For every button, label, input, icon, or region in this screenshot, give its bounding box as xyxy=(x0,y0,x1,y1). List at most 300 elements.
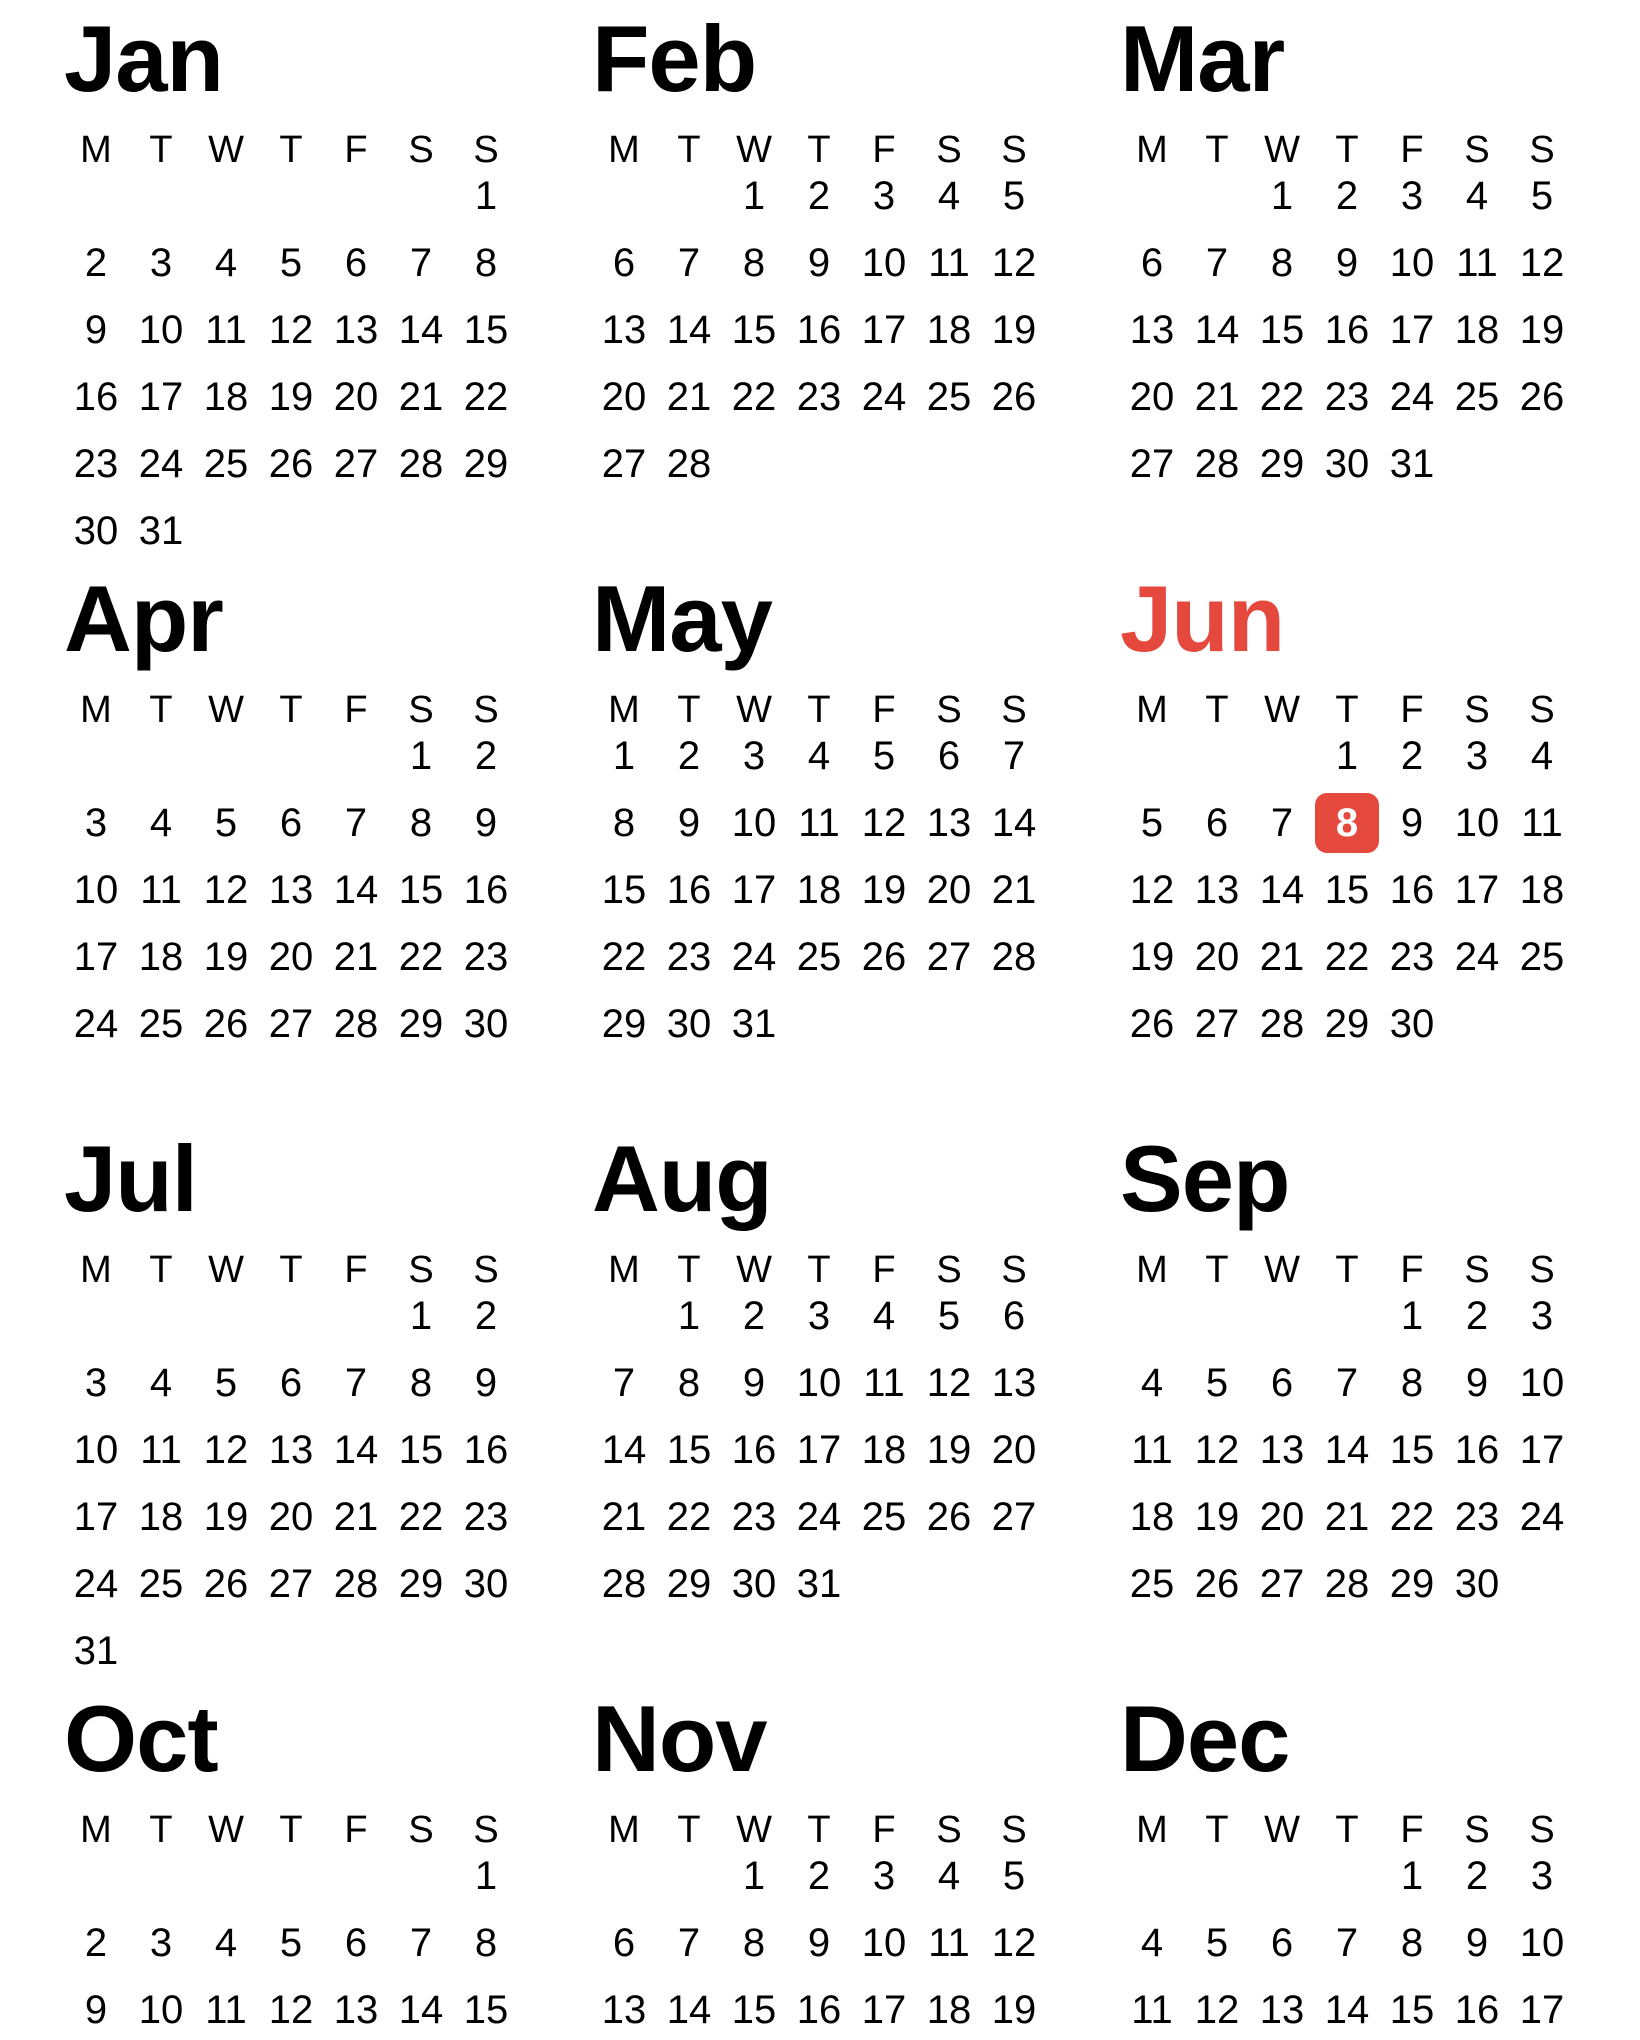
day-cell[interactable]: 12 xyxy=(991,1921,1037,1965)
day-cell[interactable]: 2 xyxy=(84,241,108,285)
day-cell[interactable]: 20 xyxy=(268,935,314,979)
day-cell[interactable]: 9 xyxy=(807,1921,831,1965)
day-cell[interactable]: 18 xyxy=(861,1428,907,1472)
day-cell[interactable]: 16 xyxy=(731,1428,777,1472)
day-cell[interactable]: 15 xyxy=(463,308,509,352)
day-cell[interactable]: 26 xyxy=(268,442,314,486)
day-cell[interactable]: 9 xyxy=(84,308,108,352)
day-cell[interactable]: 7 xyxy=(1205,241,1229,285)
day-cell[interactable]: 26 xyxy=(203,1562,249,1606)
day-cell[interactable]: 10 xyxy=(1454,801,1500,845)
day-cell[interactable]: 9 xyxy=(1465,1921,1489,1965)
day-cell[interactable]: 28 xyxy=(601,1562,647,1606)
day-cell[interactable]: 29 xyxy=(1389,1562,1435,1606)
day-cell[interactable]: 19 xyxy=(203,935,249,979)
day-cell[interactable]: 7 xyxy=(1002,734,1026,778)
day-cell[interactable]: 5 xyxy=(279,1921,303,1965)
day-cell[interactable]: 15 xyxy=(398,868,444,912)
day-cell[interactable]: 13 xyxy=(333,1988,379,2032)
day-cell[interactable]: 22 xyxy=(398,935,444,979)
day-cell[interactable]: 26 xyxy=(1129,1002,1175,1046)
day-cell[interactable]: 16 xyxy=(796,1988,842,2032)
day-cell[interactable]: 17 xyxy=(731,868,777,912)
month-title[interactable]: Oct xyxy=(64,1686,218,1791)
day-cell[interactable]: 29 xyxy=(463,442,509,486)
day-cell[interactable]: 26 xyxy=(926,1495,972,1539)
day-cell[interactable]: 12 xyxy=(268,308,314,352)
day-cell[interactable]: 21 xyxy=(991,868,1037,912)
day-cell[interactable]: 15 xyxy=(1259,308,1305,352)
day-cell[interactable]: 22 xyxy=(666,1495,712,1539)
day-cell[interactable]: 24 xyxy=(731,935,777,979)
day-cell[interactable]: 25 xyxy=(1129,1562,1175,1606)
day-cell[interactable]: 8 xyxy=(742,1921,766,1965)
day-cell[interactable]: 14 xyxy=(398,308,444,352)
day-cell[interactable]: 20 xyxy=(1194,935,1240,979)
day-cell[interactable]: 15 xyxy=(601,868,647,912)
day-cell[interactable]: 17 xyxy=(1389,308,1435,352)
day-cell[interactable]: 5 xyxy=(1205,1361,1229,1405)
day-cell[interactable]: 30 xyxy=(463,1002,509,1046)
day-cell[interactable]: 10 xyxy=(73,1428,119,1472)
day-cell[interactable]: 31 xyxy=(73,1629,119,1673)
day-cell[interactable]: 20 xyxy=(926,868,972,912)
day-cell[interactable]: 23 xyxy=(463,1495,509,1539)
day-cell[interactable]: 30 xyxy=(666,1002,712,1046)
day-cell[interactable]: 11 xyxy=(205,1988,247,2032)
day-cell[interactable]: 14 xyxy=(1259,868,1305,912)
day-cell[interactable]: 25 xyxy=(1519,935,1565,979)
day-cell[interactable]: 16 xyxy=(1389,868,1435,912)
day-cell[interactable]: 5 xyxy=(279,241,303,285)
day-cell[interactable]: 1 xyxy=(1335,734,1359,778)
day-cell[interactable]: 16 xyxy=(1324,308,1370,352)
day-cell[interactable]: 23 xyxy=(73,442,119,486)
day-cell[interactable]: 1 xyxy=(474,1854,498,1898)
day-cell[interactable]: 15 xyxy=(1389,1428,1435,1472)
day-cell[interactable]: 10 xyxy=(861,1921,907,1965)
day-cell[interactable]: 4 xyxy=(1140,1361,1164,1405)
day-cell[interactable]: 29 xyxy=(398,1562,444,1606)
day-cell[interactable]: 18 xyxy=(926,308,972,352)
day-cell[interactable]: 11 xyxy=(1521,801,1563,845)
day-cell[interactable]: 2 xyxy=(84,1921,108,1965)
day-cell[interactable]: 15 xyxy=(1324,868,1370,912)
day-cell[interactable]: 31 xyxy=(138,509,184,553)
day-cell[interactable]: 11 xyxy=(140,868,182,912)
day-cell[interactable]: 13 xyxy=(1259,1988,1305,2032)
month-title[interactable]: Mar xyxy=(1120,6,1285,111)
day-cell[interactable]: 6 xyxy=(279,1361,303,1405)
day-cell[interactable]: 25 xyxy=(796,935,842,979)
day-cell[interactable]: 7 xyxy=(1335,1361,1359,1405)
day-cell[interactable]: 6 xyxy=(612,241,636,285)
day-cell[interactable]: 6 xyxy=(612,1921,636,1965)
day-cell[interactable]: 9 xyxy=(84,1988,108,2032)
day-cell[interactable]: 16 xyxy=(796,308,842,352)
day-cell[interactable]: 7 xyxy=(1270,801,1294,845)
day-cell[interactable]: 26 xyxy=(991,375,1037,419)
day-cell[interactable]: 24 xyxy=(1519,1495,1565,1539)
day-cell[interactable]: 1 xyxy=(1400,1294,1424,1338)
day-cell[interactable]: 30 xyxy=(463,1562,509,1606)
day-cell[interactable]: 15 xyxy=(731,1988,777,2032)
day-cell[interactable]: 2 xyxy=(1400,734,1424,778)
day-cell[interactable]: 22 xyxy=(398,1495,444,1539)
day-cell[interactable]: 13 xyxy=(268,868,314,912)
day-cell[interactable]: 25 xyxy=(138,1002,184,1046)
day-cell[interactable]: 26 xyxy=(203,1002,249,1046)
day-cell[interactable]: 4 xyxy=(937,1854,961,1898)
day-cell[interactable]: 13 xyxy=(1129,308,1175,352)
day-cell[interactable]: 29 xyxy=(1259,442,1305,486)
day-cell[interactable]: 10 xyxy=(1519,1361,1565,1405)
day-cell[interactable]: 5 xyxy=(1530,174,1554,218)
day-cell[interactable]: 14 xyxy=(398,1988,444,2032)
day-cell[interactable]: 17 xyxy=(138,375,184,419)
day-cell[interactable]: 24 xyxy=(796,1495,842,1539)
day-cell[interactable]: 2 xyxy=(1465,1854,1489,1898)
day-cell[interactable]: 1 xyxy=(409,1294,433,1338)
day-cell[interactable]: 6 xyxy=(937,734,961,778)
day-cell[interactable]: 6 xyxy=(279,801,303,845)
month-title[interactable]: Jul xyxy=(64,1126,197,1231)
day-cell[interactable]: 7 xyxy=(612,1361,636,1405)
day-cell[interactable]: 1 xyxy=(474,174,498,218)
day-cell[interactable]: 8 xyxy=(742,241,766,285)
day-cell[interactable]: 4 xyxy=(1465,174,1489,218)
day-cell[interactable]: 9 xyxy=(677,801,701,845)
day-cell[interactable]: 19 xyxy=(991,1988,1037,2032)
day-cell[interactable]: 14 xyxy=(1194,308,1240,352)
day-cell[interactable]: 17 xyxy=(796,1428,842,1472)
day-cell[interactable]: 12 xyxy=(991,241,1037,285)
day-cell[interactable]: 28 xyxy=(333,1562,379,1606)
day-cell[interactable]: 22 xyxy=(1259,375,1305,419)
day-cell[interactable]: 15 xyxy=(398,1428,444,1472)
day-cell[interactable]: 10 xyxy=(138,1988,184,2032)
day-cell[interactable]: 4 xyxy=(807,734,831,778)
day-cell[interactable]: 15 xyxy=(1389,1988,1435,2032)
day-cell[interactable]: 17 xyxy=(73,935,119,979)
month-title[interactable]: Aug xyxy=(592,1126,772,1231)
day-cell[interactable]: 25 xyxy=(861,1495,907,1539)
day-cell[interactable]: 5 xyxy=(214,801,238,845)
day-cell[interactable]: 16 xyxy=(463,868,509,912)
day-cell[interactable]: 16 xyxy=(666,868,712,912)
day-cell[interactable]: 10 xyxy=(796,1361,842,1405)
day-cell[interactable]: 31 xyxy=(1389,442,1435,486)
day-cell[interactable]: 8 xyxy=(474,1921,498,1965)
day-cell[interactable]: 19 xyxy=(991,308,1037,352)
day-cell[interactable]: 13 xyxy=(268,1428,314,1472)
day-cell[interactable]: 30 xyxy=(1324,442,1370,486)
day-cell[interactable]: 11 xyxy=(1131,1428,1173,1472)
day-cell[interactable]: 24 xyxy=(73,1562,119,1606)
day-cell[interactable]: 18 xyxy=(1129,1495,1175,1539)
day-cell[interactable]: 13 xyxy=(601,1988,647,2032)
day-cell[interactable]: 22 xyxy=(463,375,509,419)
day-cell[interactable]: 4 xyxy=(149,801,173,845)
day-cell[interactable]: 9 xyxy=(807,241,831,285)
day-cell[interactable]: 3 xyxy=(1530,1854,1554,1898)
day-cell[interactable]: 22 xyxy=(1389,1495,1435,1539)
day-cell[interactable]: 11 xyxy=(928,1921,970,1965)
day-cell[interactable]: 10 xyxy=(1389,241,1435,285)
day-cell[interactable]: 12 xyxy=(1194,1428,1240,1472)
day-cell[interactable]: 10 xyxy=(861,241,907,285)
day-cell[interactable]: 23 xyxy=(796,375,842,419)
day-cell[interactable]: 19 xyxy=(1194,1495,1240,1539)
day-cell[interactable]: 7 xyxy=(409,1921,433,1965)
day-cell[interactable]: 2 xyxy=(807,1854,831,1898)
day-cell[interactable]: 7 xyxy=(1335,1921,1359,1965)
day-cell[interactable]: 13 xyxy=(1194,868,1240,912)
day-cell[interactable]: 9 xyxy=(1335,241,1359,285)
day-cell[interactable]: 27 xyxy=(1259,1562,1305,1606)
day-cell[interactable]: 28 xyxy=(398,442,444,486)
day-cell[interactable]: 11 xyxy=(140,1428,182,1472)
day-cell[interactable]: 23 xyxy=(666,935,712,979)
day-cell[interactable]: 21 xyxy=(1194,375,1240,419)
day-cell[interactable]: 10 xyxy=(1519,1921,1565,1965)
day-cell[interactable]: 3 xyxy=(84,801,108,845)
day-cell[interactable]: 3 xyxy=(742,734,766,778)
day-cell[interactable]: 5 xyxy=(1002,1854,1026,1898)
day-cell[interactable]: 8 xyxy=(1270,241,1294,285)
day-cell[interactable]: 4 xyxy=(214,1921,238,1965)
month-title[interactable]: May xyxy=(592,566,772,671)
day-cell[interactable]: 18 xyxy=(138,1495,184,1539)
day-cell[interactable]: 17 xyxy=(861,1988,907,2032)
day-cell[interactable]: 1 xyxy=(677,1294,701,1338)
day-cell[interactable]: 19 xyxy=(1129,935,1175,979)
day-cell[interactable]: 3 xyxy=(1400,174,1424,218)
day-cell[interactable]: 14 xyxy=(601,1428,647,1472)
day-cell[interactable]: 12 xyxy=(203,1428,249,1472)
day-cell[interactable]: 27 xyxy=(1194,1002,1240,1046)
day-cell[interactable]: 9 xyxy=(474,1361,498,1405)
day-cell[interactable]: 11 xyxy=(1456,241,1498,285)
day-cell[interactable]: 6 xyxy=(1002,1294,1026,1338)
day-cell[interactable]: 9 xyxy=(1400,801,1424,845)
day-cell[interactable]: 20 xyxy=(1129,375,1175,419)
day-cell[interactable]: 24 xyxy=(138,442,184,486)
day-cell[interactable]: 10 xyxy=(731,801,777,845)
day-cell[interactable]: 7 xyxy=(344,1361,368,1405)
month-title[interactable]: Dec xyxy=(1120,1686,1290,1791)
day-cell[interactable]: 30 xyxy=(73,509,119,553)
day-cell[interactable]: 19 xyxy=(268,375,314,419)
day-cell[interactable]: 21 xyxy=(398,375,444,419)
day-cell[interactable]: 14 xyxy=(1324,1428,1370,1472)
day-cell[interactable]: 8 xyxy=(612,801,636,845)
day-cell[interactable]: 25 xyxy=(926,375,972,419)
day-cell[interactable]: 23 xyxy=(1324,375,1370,419)
day-cell[interactable]: 5 xyxy=(1140,801,1164,845)
day-cell[interactable]: 12 xyxy=(203,868,249,912)
day-cell[interactable]: 24 xyxy=(1389,375,1435,419)
day-cell[interactable]: 16 xyxy=(73,375,119,419)
day-cell[interactable]: 27 xyxy=(1129,442,1175,486)
day-cell[interactable]: 27 xyxy=(926,935,972,979)
day-cell[interactable]: 3 xyxy=(807,1294,831,1338)
day-cell[interactable]: 12 xyxy=(926,1361,972,1405)
day-cell[interactable]: 1 xyxy=(409,734,433,778)
day-cell[interactable]: 6 xyxy=(344,1921,368,1965)
day-cell[interactable]: 4 xyxy=(872,1294,896,1338)
day-cell[interactable]: 22 xyxy=(601,935,647,979)
day-cell[interactable]: 1 xyxy=(742,1854,766,1898)
day-cell[interactable]: 4 xyxy=(937,174,961,218)
day-cell[interactable]: 5 xyxy=(937,1294,961,1338)
day-cell[interactable]: 12 xyxy=(1519,241,1565,285)
day-cell[interactable]: 25 xyxy=(138,1562,184,1606)
day-cell[interactable]: 10 xyxy=(73,868,119,912)
day-cell[interactable]: 13 xyxy=(1259,1428,1305,1472)
day-cell[interactable]: 31 xyxy=(796,1562,842,1606)
month-title[interactable]: Sep xyxy=(1120,1126,1290,1231)
day-cell[interactable]: 14 xyxy=(666,308,712,352)
day-cell[interactable]: 2 xyxy=(1465,1294,1489,1338)
day-cell[interactable]: 6 xyxy=(1270,1361,1294,1405)
day-cell[interactable]: 6 xyxy=(1270,1921,1294,1965)
day-cell[interactable]: 12 xyxy=(268,1988,314,2032)
day-cell[interactable]: 29 xyxy=(398,1002,444,1046)
day-cell[interactable]: 2 xyxy=(807,174,831,218)
day-cell[interactable]: 8 xyxy=(409,801,433,845)
day-cell[interactable]: 29 xyxy=(1324,1002,1370,1046)
day-cell[interactable]: 18 xyxy=(926,1988,972,2032)
day-cell[interactable]: 20 xyxy=(1259,1495,1305,1539)
day-cell[interactable]: 21 xyxy=(601,1495,647,1539)
day-cell[interactable]: 3 xyxy=(872,1854,896,1898)
day-cell[interactable]: 9 xyxy=(474,801,498,845)
day-cell[interactable]: 4 xyxy=(1530,734,1554,778)
day-cell[interactable]: 30 xyxy=(1454,1562,1500,1606)
day-cell[interactable]: 27 xyxy=(991,1495,1037,1539)
day-cell[interactable]: 12 xyxy=(1129,868,1175,912)
day-cell[interactable]: 20 xyxy=(268,1495,314,1539)
day-cell[interactable]: 14 xyxy=(333,1428,379,1472)
day-cell[interactable]: 26 xyxy=(861,935,907,979)
day-cell[interactable]: 6 xyxy=(1140,241,1164,285)
day-cell[interactable]: 21 xyxy=(1324,1495,1370,1539)
day-cell[interactable]: 14 xyxy=(666,1988,712,2032)
day-cell[interactable]: 19 xyxy=(926,1428,972,1472)
day-cell[interactable]: 3 xyxy=(149,1921,173,1965)
day-cell[interactable]: 7 xyxy=(409,241,433,285)
day-cell[interactable]: 3 xyxy=(84,1361,108,1405)
day-cell[interactable]: 18 xyxy=(796,868,842,912)
day-cell[interactable]: 8 xyxy=(409,1361,433,1405)
day-cell[interactable]: 27 xyxy=(268,1002,314,1046)
day-cell[interactable]: 10 xyxy=(138,308,184,352)
day-cell[interactable]: 16 xyxy=(1454,1428,1500,1472)
day-cell[interactable]: 11 xyxy=(863,1361,905,1405)
day-cell[interactable]: 8 xyxy=(1400,1921,1424,1965)
day-cell[interactable]: 28 xyxy=(666,442,712,486)
day-cell[interactable]: 4 xyxy=(214,241,238,285)
month-title[interactable]: Jan xyxy=(64,6,223,111)
day-cell[interactable]: 28 xyxy=(1259,1002,1305,1046)
day-cell[interactable]: 23 xyxy=(1454,1495,1500,1539)
day-cell[interactable]: 2 xyxy=(474,734,498,778)
day-cell[interactable]: 18 xyxy=(138,935,184,979)
day-cell[interactable]: 17 xyxy=(1454,868,1500,912)
day-cell[interactable]: 15 xyxy=(666,1428,712,1472)
day-cell[interactable]: 6 xyxy=(1205,801,1229,845)
day-cell[interactable]: 15 xyxy=(463,1988,509,2032)
day-cell[interactable]: 16 xyxy=(1454,1988,1500,2032)
day-cell[interactable]: 5 xyxy=(872,734,896,778)
day-cell[interactable]: 30 xyxy=(731,1562,777,1606)
day-cell[interactable]: 27 xyxy=(601,442,647,486)
day-cell[interactable]: 24 xyxy=(1454,935,1500,979)
day-cell[interactable]: 3 xyxy=(1465,734,1489,778)
day-cell[interactable]: 24 xyxy=(73,1002,119,1046)
day-cell[interactable]: 29 xyxy=(666,1562,712,1606)
day-cell[interactable]: 27 xyxy=(268,1562,314,1606)
day-cell[interactable]: 1 xyxy=(1400,1854,1424,1898)
day-cell[interactable]: 20 xyxy=(333,375,379,419)
month-title[interactable]: Feb xyxy=(592,6,757,111)
day-cell[interactable]: 7 xyxy=(677,1921,701,1965)
day-cell[interactable]: 15 xyxy=(731,308,777,352)
day-cell[interactable]: 29 xyxy=(601,1002,647,1046)
day-cell[interactable]: 9 xyxy=(742,1361,766,1405)
day-cell[interactable]: 26 xyxy=(1194,1562,1240,1606)
day-cell[interactable]: 28 xyxy=(333,1002,379,1046)
month-title[interactable]: Apr xyxy=(64,566,223,671)
day-cell[interactable]: 14 xyxy=(991,801,1037,845)
day-cell[interactable]: 19 xyxy=(203,1495,249,1539)
day-cell[interactable]: 3 xyxy=(149,241,173,285)
day-cell[interactable]: 22 xyxy=(731,375,777,419)
day-cell[interactable]: 8 xyxy=(677,1361,701,1405)
day-cell[interactable]: 30 xyxy=(1389,1002,1435,1046)
day-cell[interactable]: 12 xyxy=(861,801,907,845)
day-cell[interactable]: 4 xyxy=(1140,1921,1164,1965)
day-cell[interactable]: 5 xyxy=(1205,1921,1229,1965)
day-cell[interactable]: 21 xyxy=(1259,935,1305,979)
day-cell[interactable]: 18 xyxy=(203,375,249,419)
day-cell[interactable]: 1 xyxy=(1270,174,1294,218)
day-cell[interactable]: 12 xyxy=(1194,1988,1240,2032)
day-cell[interactable]: 25 xyxy=(203,442,249,486)
day-cell[interactable]: 2 xyxy=(677,734,701,778)
day-cell[interactable]: 28 xyxy=(1194,442,1240,486)
day-cell[interactable]: 1 xyxy=(742,174,766,218)
day-cell[interactable]: 22 xyxy=(1324,935,1370,979)
day-cell[interactable]: 17 xyxy=(861,308,907,352)
day-cell[interactable]: 18 xyxy=(1454,308,1500,352)
month-title[interactable]: Jun xyxy=(1120,566,1285,671)
day-cell[interactable]: 1 xyxy=(612,734,636,778)
day-cell[interactable]: 3 xyxy=(1530,1294,1554,1338)
day-cell[interactable]: 13 xyxy=(333,308,379,352)
day-cell[interactable]: 14 xyxy=(1324,1988,1370,2032)
day-cell[interactable]: 17 xyxy=(1519,1428,1565,1472)
day-cell[interactable]: 21 xyxy=(333,935,379,979)
day-cell[interactable]: 26 xyxy=(1519,375,1565,419)
day-cell[interactable]: 20 xyxy=(601,375,647,419)
day-cell[interactable]: 5 xyxy=(214,1361,238,1405)
day-cell[interactable]: 9 xyxy=(1465,1361,1489,1405)
day-cell[interactable]: 8 xyxy=(1400,1361,1424,1405)
day-cell[interactable]: 8 xyxy=(474,241,498,285)
day-cell[interactable]: 2 xyxy=(1335,174,1359,218)
